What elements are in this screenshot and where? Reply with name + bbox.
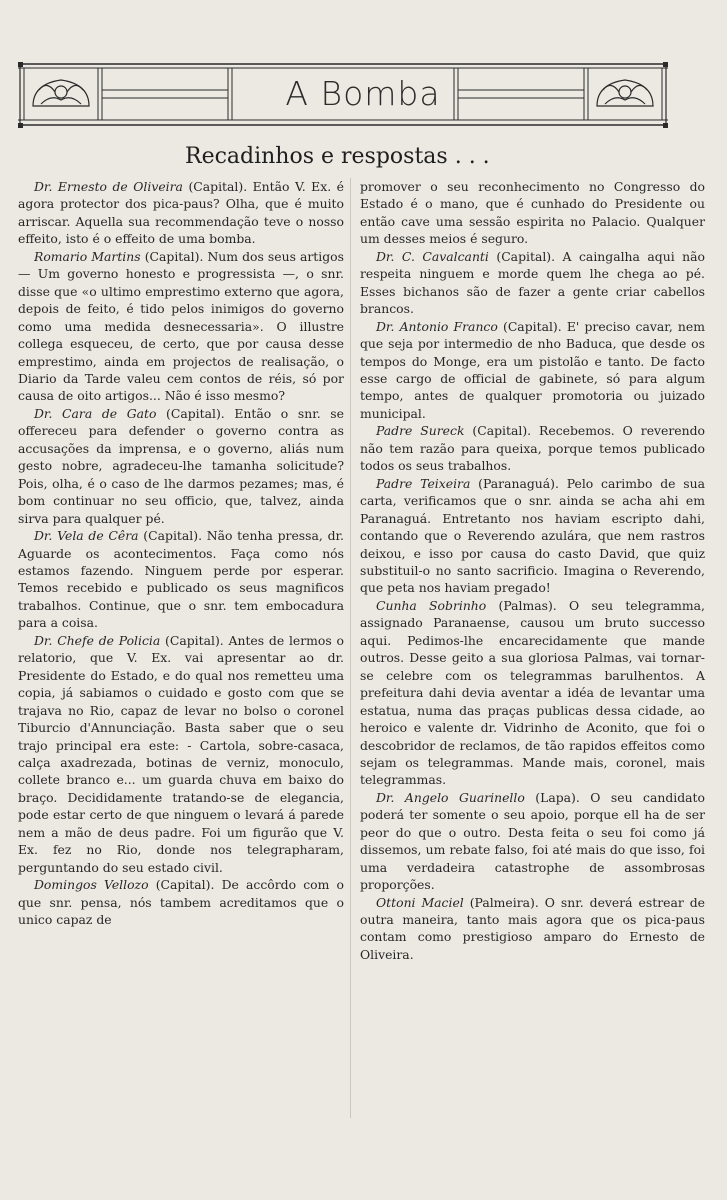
- article-headline: Recadinhos e respostas . . .: [185, 144, 490, 169]
- reply-text: (Capital). De accôrdo com o que snr. pensa, nós tambem acreditamos que o unico capaz de: [18, 877, 344, 928]
- addressee-name: Domingos Vellozo: [34, 877, 149, 893]
- reply-paragraph: [18, 405, 344, 527]
- addressee-name: Dr. Antonio Franco: [376, 318, 498, 334]
- column-divider: [350, 178, 351, 1118]
- addressee-name: Dr. C. Cavalcanti: [376, 248, 489, 264]
- reply-text: (Palmeira). O snr. deverá estrear de outra maneira, tanto mais agora que os pica-paus contam como prestigioso amparo do Ernesto de Oliveira.: [360, 894, 705, 962]
- reply-paragraph: [18, 248, 344, 405]
- reply-paragraph: [360, 475, 705, 597]
- reply-text: (Capital). Não tenha pressa, dr. Aguarde os acontecimentos. Faça como nós estamos fazendo. Ninguem perde por esperar. Temos recebido e publicado os seus magnificos trabalhos. Continue, que o snr. tem embocadura para a coisa.: [18, 528, 344, 631]
- addressee-name: Dr. Cara de Gato: [34, 405, 157, 421]
- reply-text: (Capital). Então o snr. se offereceu para defender o governo contra as accusações da imprensa, e o governo, aliás num gesto nobre, agradeceu-lhe tamanha solicitude? Pois, olha, é o caso de lhe darmos pezames; mas, é bom continuar no seu officio, que, talvez, ainda sirva para qualquer pé.: [18, 405, 344, 526]
- masthead-title: A Bomba: [285, 74, 441, 113]
- reply-text: (Capital). A caingalha aqui não respeita ninguem e morde quem lhe chega ao pé. Esses bichanos são de fazer a gente criar cabellos brancos.: [360, 248, 705, 317]
- addressee-name: Cunha Sobrinho: [376, 597, 487, 613]
- reply-text: promover o seu reconhecimento no Congresso do Estado é o mano, que é cunhado do Presidente ou então cave uma sessão espirita no Palacio. Qualquer um desses meios é seguro.: [360, 179, 705, 247]
- reply-text: (Paranaguá). Pelo carimbo de sua carta, verificamos que o snr. ainda se acha ahi em Paranaguá. Entretanto nos haviam escripto dahi, contando que o Reverendo azulára, que nem rastros deixou, e isso por causa do casto David, que quiz substituil-o no santo sacrificio. Imagina o Reverendo, que peta nos haviam pregado!: [360, 475, 706, 596]
- addressee-name: Padre Teixeira: [376, 475, 471, 491]
- reply-paragraph: [360, 318, 705, 423]
- addressee-name: Padre Sureck: [376, 423, 465, 439]
- reply-paragraph: [360, 248, 705, 318]
- reply-text: (Lapa). O seu candidato poderá ter somente o seu apoio, porque ell ha de ser peor do que o outro. Desta feita o seu foi como já dissemos, um rebate falso, foi até mais do que isso, foi uma verdadeira catastrophe de assombrosas proporções.: [360, 789, 705, 893]
- addressee-name: Dr. Ernesto de Oliveira: [34, 179, 183, 194]
- left-column: [18, 178, 344, 928]
- reply-paragraph: [18, 178, 344, 248]
- addressee-name: Ottoni Maciel: [376, 894, 464, 910]
- right-column: [360, 178, 705, 963]
- reply-paragraph: [360, 178, 705, 248]
- addressee-name: Dr. Chefe de Policia: [34, 632, 161, 648]
- masthead: [18, 62, 668, 130]
- reply-paragraph: [18, 876, 344, 928]
- reply-paragraph: [360, 422, 705, 474]
- reply-paragraph: [360, 894, 705, 964]
- reply-text: (Capital). Então V. Ex. é agora protector dos pica-paus? Olha, que é muito arriscar. Aquella sua recommendação teve o nosso effeito, isto é o effeito de uma bomba.: [18, 179, 344, 247]
- reply-paragraph: [18, 632, 344, 876]
- reply-paragraph: [18, 527, 344, 632]
- addressee-name: Dr. Angelo Guarinello: [376, 789, 525, 805]
- reply-text: (Palmas). O seu telegramma, assignado Paranaense, causou um bruto successo aqui. Pedimos-lhe encarecidamente que mande outros. Desse geito a sua gloriosa Palmas, vai tornar-se celebre com os telegrammas barulhentos. A prefeitura dahi devia aventar a idéa de levantar uma estatua, numa das praças publicas dessa cidade, ao heroico e valente dr. Vidrinho de Aconito, que foi o descobridor de reclamos, de tão rapidos effeitos como sejam os telegrammas. Mande mais, coronel, mais telegrammas.: [360, 597, 705, 788]
- reply-text: (Capital). Num dos seus artigos — Um governo honesto e progressista —, o snr. disse que «o ultimo emprestimo externo que agora, depois de feito, é tido pelos inimigos do governo como uma medida desnecessaria». O illustre collega esqueceu, de certo, que por causa desse emprestimo, ainda em projectos de realisação, o Diario da Tarde valeu cem contos de réis, só por causa de oito artigos... Não é isso mesmo?: [18, 248, 344, 404]
- reply-paragraph: [360, 789, 705, 894]
- reply-paragraph: [360, 597, 705, 789]
- addressee-name: Dr. Vela de Cêra: [34, 528, 139, 544]
- reply-text: (Capital). E' preciso cavar, nem que seja por intermedio de nho Baduca, que desde os tempos do Monge, era um pistolão e tanto. De facto esse cargo de official de gabinete, só para algum tempo, antes de qualquer promotoria ou juizado municipal.: [360, 318, 705, 421]
- reply-text: (Capital). Recebemos. O reverendo não tem razão para queixa, porque temos publicado todos os seus trabalhos.: [360, 423, 705, 474]
- reply-text: (Capital). Antes de lermos o relatorio, que V. Ex. vai apresentar ao dr. Presidente do Estado, e do qual nos remetteu uma copia, já sabiamos o cuidado e gosto com que se trajava no Rio, capaz de levar no bolso o coronel Tiburcio d'Annunciação. Basta saber que o seu trajo principal era este: - Cartola, sobre-casaca, calça axadrezada, botinas de verniz, monoculo, collete branco e... um guarda chuva em baixo do braço. Decididamente tratando-se de elegancia, pode estar certo de que ninguem o levará á parede nem a mão de deus padre. Foi um figurão que V. Ex. fez no Rio, donde nos telegrapharam, perguntando do seu estado civil.: [18, 632, 344, 875]
- addressee-name: Romario Martins: [34, 248, 141, 264]
